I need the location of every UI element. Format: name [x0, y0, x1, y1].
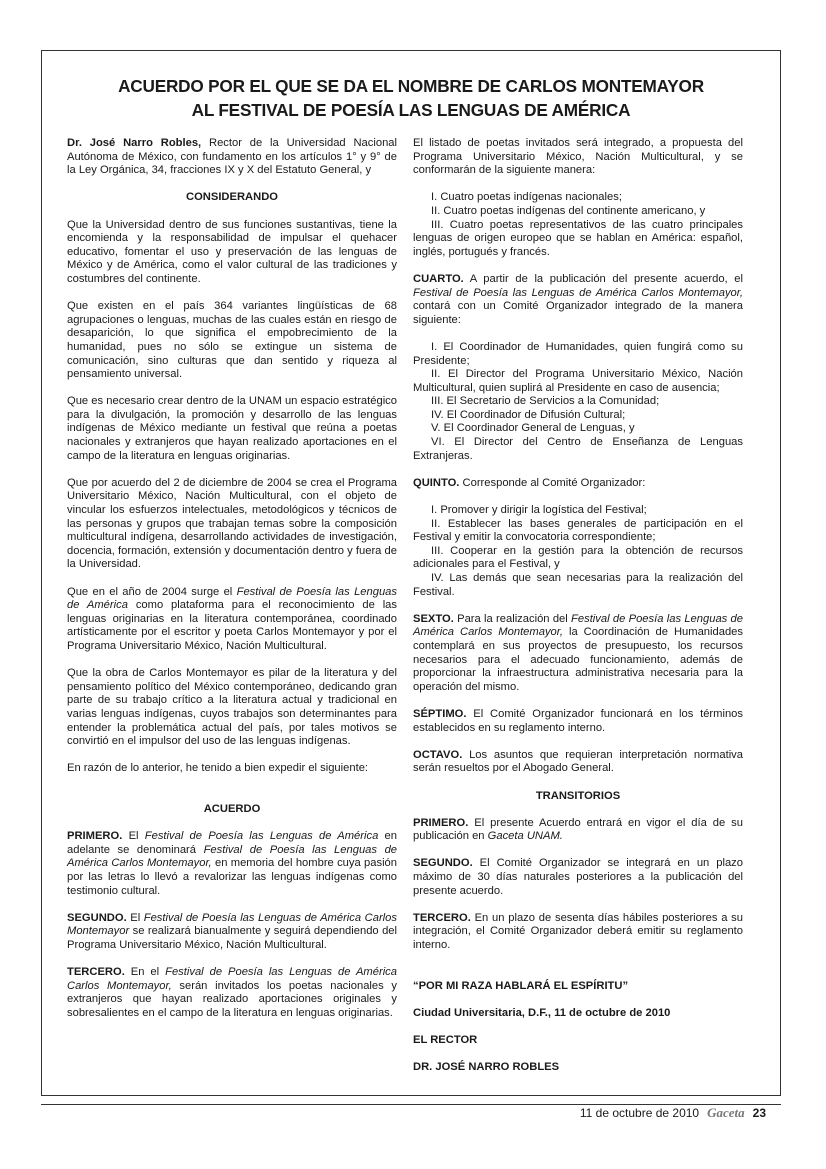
- tercero-italic: Festival de Poesía las Lenguas de América Carlos Montemayor,: [67, 966, 397, 992]
- septimo-heading: SÉPTIMO.: [413, 707, 467, 720]
- poets-list-intro: El listado de poetas invitados será integrado, a propuesta del Programa Universitario México, Nación Multicultural, y se conformarán de la siguiente manera:: [413, 137, 743, 177]
- quinto-heading: QUINTO.: [413, 476, 460, 489]
- tercero-text-a: En el: [124, 966, 166, 979]
- considerando-heading: CONSIDERANDO: [186, 191, 278, 204]
- cuarto-italic: Festival de Poesía las Lenguas de América Carlos Montemayor,: [413, 286, 743, 299]
- considerando-paragraph-5: [67, 586, 397, 654]
- transitorio-tercero: [413, 912, 743, 953]
- primero-italic-2: Festival de Poesía las Lenguas de América Carlos Montemayor,: [67, 843, 398, 870]
- considerando-paragraph-2: Que existen en el país 364 variantes lingüísticas de 68 agrupaciones o lenguas, muchas de las cuales están en riesgo de desaparición, lo que significa el empobrecimiento de la humanidad, pues no sólo se extingue un sistema de comunicación, sino culturas que dan sentido y riqueza al pensamiento universal.: [67, 300, 397, 381]
- primero-italic-1: Festival de Poesía las Lenguas de América: [144, 830, 379, 843]
- title-line-1: ACUERDO POR EL QUE SE DA EL NOMBRE DE CARLOS MONTEMAYOR: [118, 76, 704, 96]
- t-primero-heading: PRIMERO.: [413, 816, 469, 829]
- sexto-text-b: la Coordinación de Humanidades contemplará en sus proyectos de presupuesto, los recursos necesarios para el adecuado funcionamiento, además de proporcionar la infraestructura administrativa necesaria para la operación del mismo.: [413, 626, 743, 693]
- acuerdo-cuarto: [413, 273, 743, 327]
- considerando-paragraph-7: En razón de lo anterior, he tenido a bien expedir el siguiente:: [67, 762, 369, 775]
- list-item: V. El Coordinador General de Lenguas, y: [431, 422, 635, 435]
- sexto-heading: SEXTO.: [413, 612, 454, 625]
- cuarto-text-a: A partir de la publicación del presente acuerdo, el: [463, 272, 743, 285]
- considerando-paragraph-3: Que es necesario crear dentro de la UNAM un espacio estratégico para la divulgación, la promoción y desarrollo de las lenguas indígenas de México mediante un festival que reúna a poetas nacionales y extranjeros que hayan realizado aportaciones en el campo de la literatura en lenguas originarias.: [67, 395, 397, 462]
- transitorio-primero: [413, 817, 743, 844]
- list-item: IV. Las demás que sean necesarias para la realización del Festival.: [413, 572, 743, 598]
- t-tercero-heading: TERCERO.: [413, 911, 471, 924]
- t-segundo-heading: SEGUNDO.: [413, 857, 473, 870]
- list-item: I. Cuatro poetas indígenas nacionales;: [431, 191, 622, 204]
- primero-heading: PRIMERO.: [67, 830, 123, 843]
- cuarto-text-b: contará con un Comité Organizador integrado de la manera siguiente:: [413, 300, 743, 326]
- intro-paragraph: [67, 137, 397, 178]
- septimo-text: El Comité Organizador funcionará en los términos establecidos en su reglamento interno.: [413, 707, 743, 734]
- list-item: I. El Coordinador de Humanidades, quien fungirá como su Presidente;: [413, 340, 743, 367]
- segundo-italic: Festival de Poesía las Lenguas de América Carlos Montemayor: [67, 911, 397, 938]
- transitorio-segundo: [413, 857, 743, 898]
- page-number: 23: [752, 1106, 766, 1120]
- primero-text-a: El: [122, 830, 145, 843]
- left-column: [67, 137, 397, 1034]
- tercero-heading: TERCERO.: [67, 966, 125, 979]
- p5-text-a: Que en el año de 2004 surge el: [67, 585, 237, 598]
- primero-text-b: en adelante se denominará: [67, 830, 397, 856]
- acuerdo-sexto: [413, 613, 743, 695]
- p5-italic: Festival de Poesía las Lenguas de América: [67, 585, 397, 612]
- p5-text-b: como plataforma para el reconocimiento de las lenguas originarias en la literatura contemporánea, coordinado artísticamente por el escritor y poeta Carlos Montemayor y por el Programa Universitario México, Nación Multicultural.: [67, 599, 397, 652]
- considerando-paragraph-6: Que la obra de Carlos Montemayor es pilar de la literatura y del pensamiento político del México contemporáneo, dedicando gran parte de su trabajo crítico a la literatura actual y tradicional en varias lenguas indígenas, cuyos trabajos son determinantes para entender la problemática actual del país, por tales motivos se convirtió en el impulsor del uso de las lenguas indígenas.: [67, 667, 397, 748]
- list-item: IV. El Coordinador de Difusión Cultural;: [431, 408, 626, 421]
- page-footer: [580, 1106, 766, 1120]
- intro-text: Rector de la Universidad Nacional Autónoma de México, con fundamento en los artículos 1° y 9° de la Ley Orgánica, 34, fracciones IX y X del Estatuto General, y: [67, 137, 397, 177]
- list-item: II. El Director del Programa Universitario México, Nación Multicultural, quien suplirá al Presidente en caso de ausencia;: [413, 368, 743, 394]
- considerando-paragraph-4: Que por acuerdo del 2 de diciembre de 2004 se crea el Programa Universitario México, Nación Multicultural, con el objeto de vincular los esfuerzos intelectuales, metodológicos y técnicos de las personas y grupos que trabajan temas sobre la composición multicultural indígena, desarrollando actividades de investigación, docencia, formación, extensión y documentación dentro y fuera de la Universidad.: [67, 476, 397, 571]
- segundo-text-a: El: [126, 911, 144, 924]
- t-segundo-text: El Comité Organizador se integrará en un plazo máximo de 30 días naturales posteriores a la publicación del presente acuerdo.: [413, 857, 743, 897]
- acuerdo-quinto: [413, 477, 743, 491]
- gaceta-logo: Gaceta: [707, 1105, 745, 1120]
- primero-text-c: en memoria del hombre cuya pasión por las letras lo llevó a revalorizar las lenguas indígenas como testimonio cultural.: [67, 857, 397, 897]
- motto: “POR MI RAZA HABLARÁ EL ESPÍRITU”: [413, 979, 629, 992]
- acuerdo-heading: ACUERDO: [203, 803, 261, 816]
- segundo-heading: SEGUNDO.: [67, 911, 127, 924]
- document-title: [41, 74, 781, 122]
- title-line-2: AL FESTIVAL DE POESÍA LAS LENGUAS DE AMÉRICA: [191, 100, 631, 120]
- signer-title: EL RECTOR: [413, 1034, 478, 1047]
- t-primero-italic: Gaceta UNAM.: [487, 830, 563, 843]
- committee-list: [413, 341, 743, 463]
- considerando-paragraph-1: Que la Universidad dentro de sus funciones sustantivas, tiene la encomienda y la responsabilidad de impulsar el quehacer educativo, fomentar el uso y preservación de las lenguas de México y de América, como el valor cultural de las tradiciones y costumbres del continente.: [67, 218, 397, 285]
- poets-list: [413, 191, 743, 259]
- right-column: [413, 137, 743, 1089]
- list-item: III. El Secretario de Servicios a la Comunidad;: [431, 395, 660, 408]
- list-item: VI. El Director del Centro de Enseñanza de Lenguas Extranjeras.: [413, 436, 743, 462]
- acuerdo-tercero: [67, 966, 397, 1020]
- t-tercero-text: En un plazo de sesenta días hábiles posteriores a su integración, el Comité Organizador deberá emitir su reglamento interno.: [413, 911, 743, 952]
- place-date: Ciudad Universitaria, D.F., 11 de octubre de 2010: [413, 1007, 671, 1019]
- acuerdo-segundo: [67, 912, 397, 953]
- list-item: I. Promover y dirigir la logística del Festival;: [431, 504, 647, 517]
- sexto-italic: Festival de Poesía las Lenguas de América Carlos Montemayor,: [413, 612, 743, 639]
- signature-block: [413, 980, 743, 1075]
- tercero-text-b: serán invitados los poetas nacionales y extranjeros que hayan realizado aportaciones originales y sobresalientes en el campo de la literatura en lenguas originarias.: [67, 979, 398, 1019]
- list-item: III. Cuatro poetas representativos de las cuatro principales lenguas de origen europeo que se hablan en América: español, inglés, portugués y francés.: [413, 218, 743, 258]
- acuerdo-octavo: [413, 749, 743, 776]
- signer-name: DR. JOSÉ NARRO ROBLES: [413, 1061, 560, 1074]
- footer-divider: [41, 1104, 781, 1105]
- list-item: III. Cooperar en la gestión para la obtención de recursos adicionales para el Festival, y: [413, 544, 743, 571]
- quinto-text: Corresponde al Comité Organizador:: [459, 476, 646, 489]
- list-item: II. Establecer las bases generales de participación en el Festival y emitir la convocatoria correspondiente;: [413, 517, 743, 544]
- octavo-text: Los asuntos que requieran interpretación normativa serán resueltos por el Abogado General.: [413, 748, 743, 775]
- intro-name: Dr. José Narro Robles,: [67, 137, 202, 149]
- t-primero-text: El presente Acuerdo entrará en vigor el día de su publicación en: [413, 816, 743, 843]
- list-item: II. Cuatro poetas indígenas del continente americano, y: [431, 204, 706, 217]
- acuerdo-septimo: [413, 708, 743, 735]
- sexto-text-a: Para la realización del: [453, 612, 572, 625]
- duties-list: [413, 504, 743, 599]
- footer-date: 11 de octubre de 2010: [579, 1106, 700, 1120]
- octavo-heading: OCTAVO.: [413, 748, 463, 761]
- transitorios-heading: TRANSITORIOS: [535, 789, 621, 802]
- segundo-text-b: se realizará bianualmente y seguirá dependiendo del Programa Universitario México, Nación Multicultural.: [67, 925, 397, 952]
- cuarto-heading: CUARTO.: [413, 272, 464, 285]
- acuerdo-primero: [67, 830, 397, 898]
